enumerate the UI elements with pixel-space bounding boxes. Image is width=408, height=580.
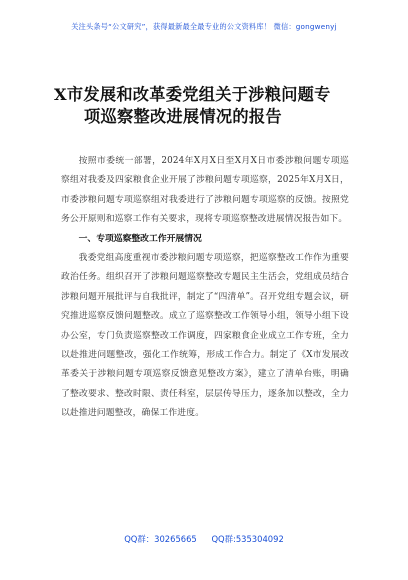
document-body xyxy=(61,152,349,424)
promo-banner: 关注头条号“公文研究”，获得最新最全最专业的公文资料库！ 微信：gongwenyj xyxy=(71,22,337,31)
title-line-2: 项巡察整改进展情况的报告 xyxy=(84,107,282,126)
qq-group-2: QQ群:535304092 xyxy=(211,534,284,544)
document-title xyxy=(54,84,364,128)
section-paragraph: 我委党组高度重视市委涉粮问题专项巡察，把巡察整改工作作为重要政治任务。组织召开了涉粮问题巡察整改专题民主生活会，党组成员结合涉粮问题开展批评与自我批评，制定了“四清单”。召开党组专题会议，研究推进巡察反馈问题整改。成立了巡察整改工作领导小组，领导小组下设办公室，专门负责巡察整改工作调度，四家粮食企业成立工作专班，全力以赴推进问题整改，强化工作统筹，形成工作合力。制定了《X市发展改革委关于涉粮问题专项巡察反馈意见整改方案》，建立了清单台账，明确了整改要求、整改时限、责任科室，层层传导压力，逐条加以整改，全力以赴推进问题整改，确保工作进度。 xyxy=(61,253,349,419)
intro-paragraph: 按照市委统一部署，2024年X月X日至X月X日市委涉粮问题专项巡察组对我委及四家粮食企业开展了涉粮问题专项巡察，2025年X月X日，市委涉粮问题专项巡察组对我委进行了涉粮问题专项巡察的反馈。按照党务公开原则和巡察工作有关要求，现将专项巡察整改进展情况报告如下。 xyxy=(61,156,349,225)
footer-qq-groups xyxy=(0,533,408,545)
title-line-1: X市发展和改革委党组关于涉粮问题专 xyxy=(54,85,331,104)
section-heading: 一、专项巡察整改工作开展情况 xyxy=(78,233,202,244)
qq-group-1: QQ群：30265665 xyxy=(124,534,197,544)
